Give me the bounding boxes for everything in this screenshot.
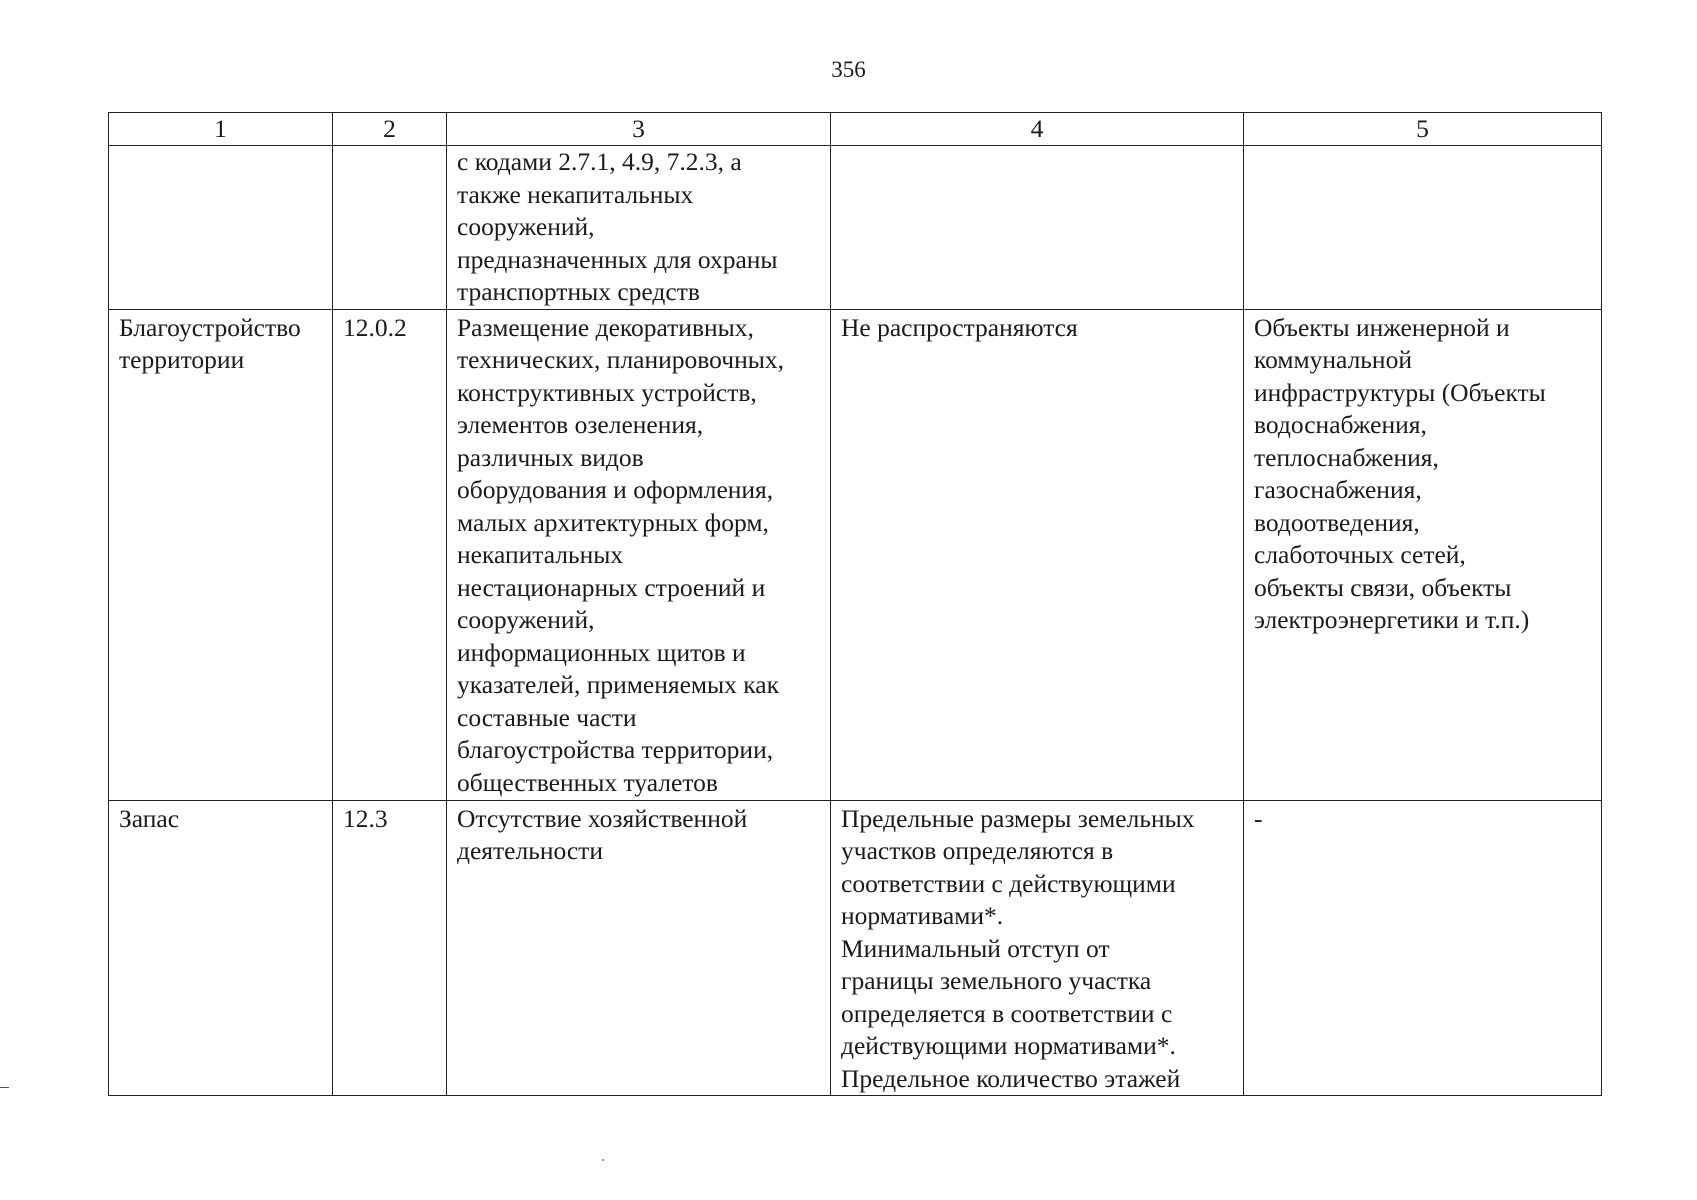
column-header-5: 5	[1244, 113, 1602, 146]
description-line: составные части	[457, 702, 637, 732]
objects-line: водоснабжения,	[1254, 410, 1427, 439]
use-code: 12.3	[343, 803, 388, 833]
cell-use-name	[109, 146, 333, 310]
description-line: транспортных средств	[457, 277, 700, 306]
cell-use-description	[447, 309, 831, 800]
column-header-1: 1	[109, 113, 333, 146]
description-line: Отсутствие хозяйственной	[457, 803, 748, 833]
description-line: также некапитальных	[457, 179, 694, 209]
description-line: сооружений,	[457, 605, 595, 634]
parameters-line: определяется в соответствии с	[841, 998, 1173, 1028]
description-line: информационных щитов и	[457, 637, 746, 667]
page-number: 356	[831, 57, 866, 82]
table-row	[109, 309, 1602, 800]
scan-speck	[602, 1159, 604, 1161]
description-line: с кодами 2.7.1, 4.9, 7.2.3, а	[457, 147, 742, 176]
parameters-line: границы земельного участка	[841, 966, 1152, 995]
cell-parameters	[831, 800, 1244, 1096]
parameters-line: соответствии с действующими	[841, 868, 1176, 898]
description-line: нестационарных строений и	[457, 572, 766, 602]
parameters-line: Не распространяются	[841, 312, 1078, 342]
cell-use-code	[333, 146, 447, 310]
use-code: 12.0.2	[343, 312, 407, 342]
objects-line: водоотведения,	[1254, 507, 1420, 537]
description-line: конструктивных устройств,	[457, 377, 757, 407]
margin-mark	[0, 1087, 9, 1088]
description-line: малых архитектурных форм,	[457, 507, 769, 537]
parameters-line: нормативами*.	[841, 901, 1004, 930]
objects-line: объекты связи, объекты	[1254, 572, 1512, 602]
parameters-line: Предельное количество этажей	[841, 1063, 1181, 1093]
use-name-line: Благоустройство	[119, 312, 301, 342]
use-name-line: территории	[119, 345, 245, 374]
objects-line: Объекты инженерной и	[1254, 312, 1510, 342]
description-line: деятельности	[457, 836, 603, 865]
table-header-row	[109, 113, 1602, 146]
cell-objects	[1244, 146, 1602, 310]
cell-use-description	[447, 146, 831, 310]
table-row	[109, 146, 1602, 310]
description-line: Размещение декоративных,	[457, 312, 754, 342]
column-header-4: 4	[831, 113, 1244, 146]
cell-objects	[1244, 800, 1602, 1096]
cell-use-name	[109, 309, 333, 800]
description-line: благоустройства территории,	[457, 735, 774, 764]
cell-use-code	[333, 309, 447, 800]
objects-line: инфраструктуры (Объекты	[1254, 377, 1546, 407]
description-line: указателей, применяемых как	[457, 670, 779, 699]
cell-parameters	[831, 309, 1244, 800]
cell-use-name	[109, 800, 333, 1096]
parameters-line: Минимальный отступ от	[841, 933, 1110, 963]
parameters-line: участков определяются в	[841, 836, 1114, 865]
column-header-3: 3	[447, 113, 831, 146]
description-line: предназначенных для охраны	[457, 244, 778, 274]
cell-use-description	[447, 800, 831, 1096]
objects-line: коммунальной	[1254, 345, 1412, 374]
parameters-line: действующими нормативами*.	[841, 1031, 1176, 1060]
objects-line: -	[1254, 803, 1263, 833]
cell-use-code	[333, 800, 447, 1096]
cell-parameters	[831, 146, 1244, 310]
description-line: сооружений,	[457, 212, 595, 241]
objects-line: теплоснабжения,	[1254, 442, 1439, 472]
objects-line: слаботочных сетей,	[1254, 540, 1466, 569]
description-line: некапитальных	[457, 540, 624, 569]
cell-objects	[1244, 309, 1602, 800]
objects-line: газоснабжения,	[1254, 475, 1422, 504]
column-header-2: 2	[333, 113, 447, 146]
zoning-table	[108, 112, 1602, 1096]
description-line: общественных туалетов	[457, 767, 718, 797]
description-line: различных видов	[457, 442, 644, 472]
parameters-line: Предельные размеры земельных	[841, 803, 1195, 833]
description-line: технических, планировочных,	[457, 345, 784, 374]
description-line: элементов озеленения,	[457, 410, 704, 439]
table-row	[109, 800, 1602, 1096]
objects-line: электроэнергетики и т.п.)	[1254, 605, 1530, 634]
description-line: оборудования и оформления,	[457, 475, 774, 504]
use-name-line: Запас	[119, 803, 180, 833]
